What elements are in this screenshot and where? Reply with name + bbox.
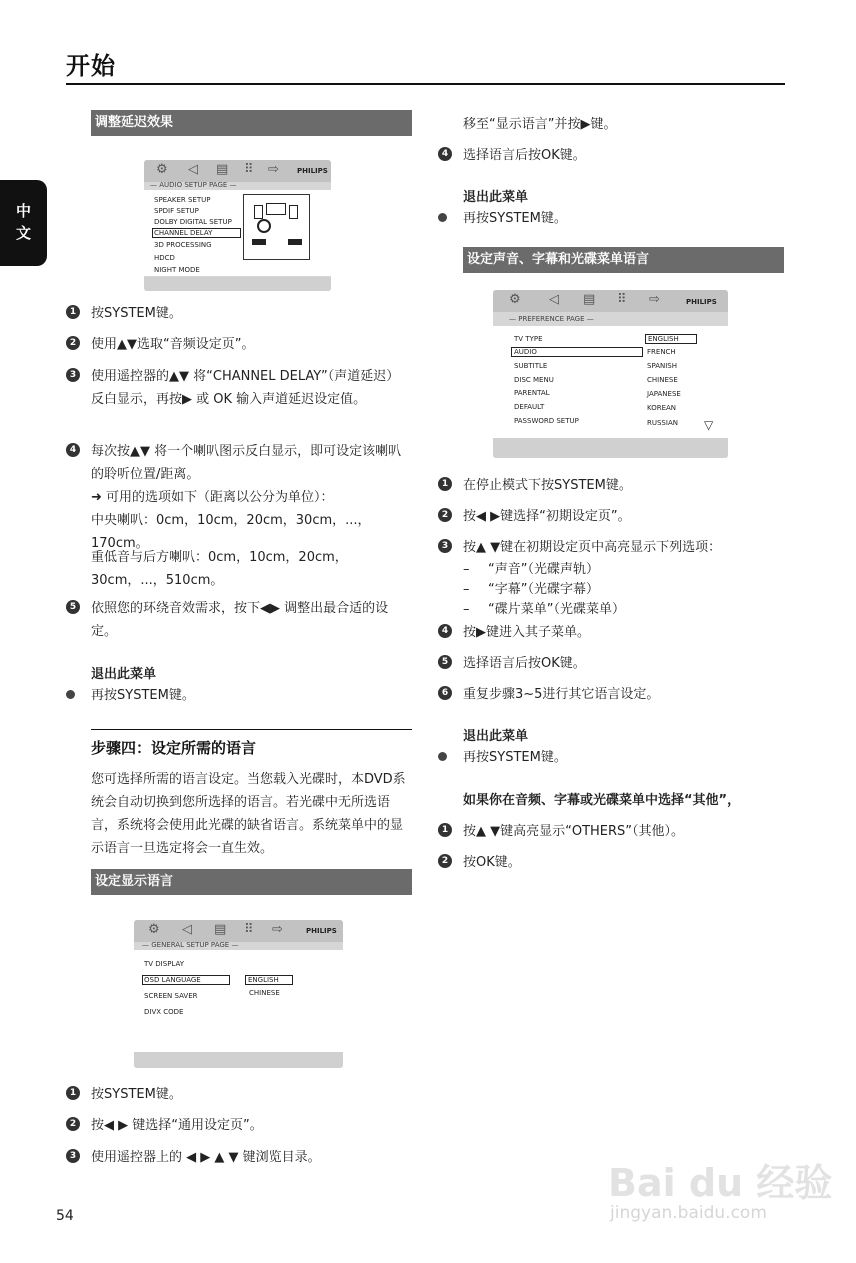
philips-logo: PHILIPS [297, 167, 328, 175]
option-item: CHINESE [647, 376, 678, 384]
option-selected: ENGLISH [245, 975, 293, 985]
option-item: CHINESE [249, 989, 280, 997]
dots-icon: ⠿ [617, 292, 627, 307]
step-four-heading: 步骤四：设定所需的语言 [91, 739, 257, 757]
menu-header: — PREFERENCE PAGE — [509, 315, 594, 323]
step-number: 1 [438, 823, 452, 837]
section-rule [91, 729, 412, 730]
step-text: 按◀ ▶ 键选择“通用设定页”。 [91, 1118, 263, 1133]
grid-icon: ▤ [583, 292, 596, 307]
step-text: 每次按▲▼ 将一个喇叭图示反白显示，即可设定该喇叭的聆听位置/距离。 [91, 444, 402, 482]
menu-header: — GENERAL SETUP PAGE — [142, 941, 239, 949]
subwoofer-rear-options: 重低音与后方喇叭：0cm，10cm，20cm，30cm，...，510cm。 [91, 550, 348, 588]
option-item: FRENCH [647, 348, 676, 356]
step-text: 按▲ ▼键在初期设定页中高亮显示下列选项： [463, 540, 722, 555]
dots-icon: ⠿ [244, 162, 254, 177]
step-number: 2 [66, 1117, 80, 1131]
menu-item: DIVX CODE [144, 1008, 184, 1016]
menu-item: DEFAULT [514, 403, 545, 411]
option-list-item: “字幕”（光碟字幕） [488, 582, 599, 597]
menu-item: PASSWORD SETUP [514, 417, 579, 425]
step-number: 1 [66, 305, 80, 319]
exit-icon: ⇨ [272, 922, 283, 937]
menu-item-selected: OSD LANGUAGE [142, 975, 230, 985]
option-item: JAPANESE [647, 390, 681, 398]
step-text: 按▶键进入其子菜单。 [463, 625, 590, 640]
step-text: 使用▲▼选取“音频设定页”。 [91, 337, 255, 352]
exit-icon: ⇨ [649, 292, 660, 307]
language-side-tab [0, 180, 47, 266]
grid-icon: ▤ [216, 162, 229, 177]
section-heading-audio-subtitle-disc: 设定声音、字幕和光碟菜单语言 [463, 247, 784, 273]
step-number: 5 [438, 655, 452, 669]
menu-item-selected: CHANNEL DELAY [152, 228, 241, 238]
speaker-icon: ◁ [182, 922, 192, 937]
step-text: 按SYSTEM键。 [91, 306, 182, 321]
menu-item: SCREEN SAVER [144, 992, 198, 1000]
step-number: 3 [66, 368, 80, 382]
page-number: 54 [56, 1208, 74, 1224]
continued-step-text: 移至“显示语言”并按▶键。 [463, 117, 617, 132]
others-heading: 如果你在音频、字幕或光碟菜单中选择“其他”， [463, 793, 741, 808]
scroll-down-arrow-icon: ▽ [704, 418, 714, 432]
speaker-icon: ◁ [549, 292, 559, 307]
step-number: 2 [438, 854, 452, 868]
step-number: 1 [66, 1086, 80, 1100]
section-heading-display-language: 设定显示语言 [91, 869, 412, 895]
baidu-watermark-logo: Bai du 经验 [608, 1161, 833, 1205]
step-text: 在停止模式下按SYSTEM键。 [463, 478, 632, 493]
menu-item: PARENTAL [514, 389, 550, 397]
dash-marker: – [463, 602, 470, 617]
step-text: 按OK键。 [463, 855, 521, 870]
option-item: RUSSIAN [647, 419, 678, 427]
step-number: 3 [66, 1149, 80, 1163]
menu-footer [134, 1052, 343, 1068]
menu-item: TV TYPE [514, 335, 543, 343]
side-tab-label: 中文 [15, 202, 31, 242]
page-title: 开始 [66, 52, 116, 80]
step-number: 2 [438, 508, 452, 522]
gear-icon: ⚙ [148, 922, 160, 937]
step-text: 使用遥控器上的 ◀ ▶ ▲ ▼ 键浏览目录。 [91, 1150, 321, 1165]
exit-menu-text: 再按SYSTEM键。 [91, 688, 195, 703]
exit-menu-text: 再按SYSTEM键。 [463, 750, 567, 765]
menu-item: SPEAKER SETUP [154, 196, 211, 204]
step-number: 3 [438, 539, 452, 553]
general-setup-menu-image [134, 920, 343, 1068]
step-text: 选择语言后按OK键。 [463, 656, 586, 671]
menu-item: SUBTITLE [514, 362, 548, 370]
step-text: 按SYSTEM键。 [91, 1087, 182, 1102]
step-text: 选择语言后按OK键。 [463, 148, 586, 163]
step-number: 6 [438, 686, 452, 700]
menu-item: DOLBY DIGITAL SETUP [154, 218, 232, 226]
menu-item: NIGHT MODE [154, 266, 200, 274]
bullet [438, 752, 447, 761]
center-speaker-options: 中央喇叭：0cm，10cm，20cm，30cm，...，170cm。 [91, 513, 371, 551]
menu-item: 3D PROCESSING [154, 241, 212, 249]
options-note: ➜ 可用的选项如下（距离以公分为单位）： [91, 490, 334, 505]
menu-item: HDCD [154, 254, 175, 262]
step-number: 4 [438, 147, 452, 161]
grid-icon: ▤ [214, 922, 227, 937]
exit-menu-title: 退出此菜单 [463, 190, 529, 205]
option-item: KOREAN [647, 404, 677, 412]
step-text: 按▲ ▼键高亮显示“OTHERS”（其他）。 [463, 824, 685, 839]
header-rule [66, 83, 785, 85]
gear-icon: ⚙ [156, 162, 168, 177]
exit-icon: ⇨ [268, 162, 279, 177]
menu-item: TV DISPLAY [144, 960, 184, 968]
step-number: 5 [66, 600, 80, 614]
dots-icon: ⠿ [244, 922, 254, 937]
menu-item-selected: AUDIO [511, 347, 643, 357]
bullet [66, 690, 75, 699]
menu-footer [493, 438, 728, 458]
exit-menu-title: 退出此菜单 [463, 729, 529, 744]
exit-menu-title: 退出此菜单 [91, 667, 157, 682]
menu-header: — AUDIO SETUP PAGE — [150, 181, 237, 189]
step-text: 使用遥控器的▲▼ 将“CHANNEL DELAY”（声道延迟）反白显示，再按▶ 或 OK 输入声道延迟设定值。 [91, 369, 400, 407]
baidu-watermark-url: jingyan.baidu.com [610, 1203, 767, 1223]
philips-logo: PHILIPS [686, 298, 717, 306]
exit-menu-text: 再按SYSTEM键。 [463, 211, 567, 226]
step-text: 重复步骤3~5进行其它语言设定。 [463, 687, 660, 702]
audio-setup-menu-image [144, 160, 331, 291]
option-list-item: “声音”（光碟声轨） [488, 562, 599, 577]
speaker-layout-diagram [243, 194, 310, 260]
step-number: 1 [438, 477, 452, 491]
option-list-item: “碟片菜单”（光碟菜单） [488, 602, 625, 617]
philips-logo: PHILIPS [306, 927, 337, 935]
menu-footer [144, 277, 331, 291]
option-selected: ENGLISH [645, 334, 697, 344]
speaker-icon: ◁ [188, 162, 198, 177]
gear-icon: ⚙ [509, 292, 521, 307]
option-item: SPANISH [647, 362, 678, 370]
step-text: 依照您的环绕音效需求，按下◀▶ 调整出最合适的设定。 [91, 601, 389, 639]
language-intro-paragraph: 您可选择所需的语言设定。当您载入光碟时，本DVD系统会自动切换到您所选择的语言。若光碟中无所选语言，系统将会使用此光碟的缺省语言。系统菜单中的显示语言一旦选定将会一直生效。 [91, 772, 406, 856]
dash-marker: – [463, 582, 470, 597]
step-number: 4 [438, 624, 452, 638]
section-heading-delay: 调整延迟效果 [91, 110, 412, 136]
dash-marker: – [463, 562, 470, 577]
menu-item: SPDIF SETUP [154, 207, 199, 215]
step-number: 2 [66, 336, 80, 350]
step-number: 4 [66, 443, 80, 457]
preference-menu-image [493, 290, 728, 458]
bullet [438, 213, 447, 222]
step-text: 按◀ ▶键选择“初期设定页”。 [463, 509, 631, 524]
menu-item: DISC MENU [514, 376, 554, 384]
